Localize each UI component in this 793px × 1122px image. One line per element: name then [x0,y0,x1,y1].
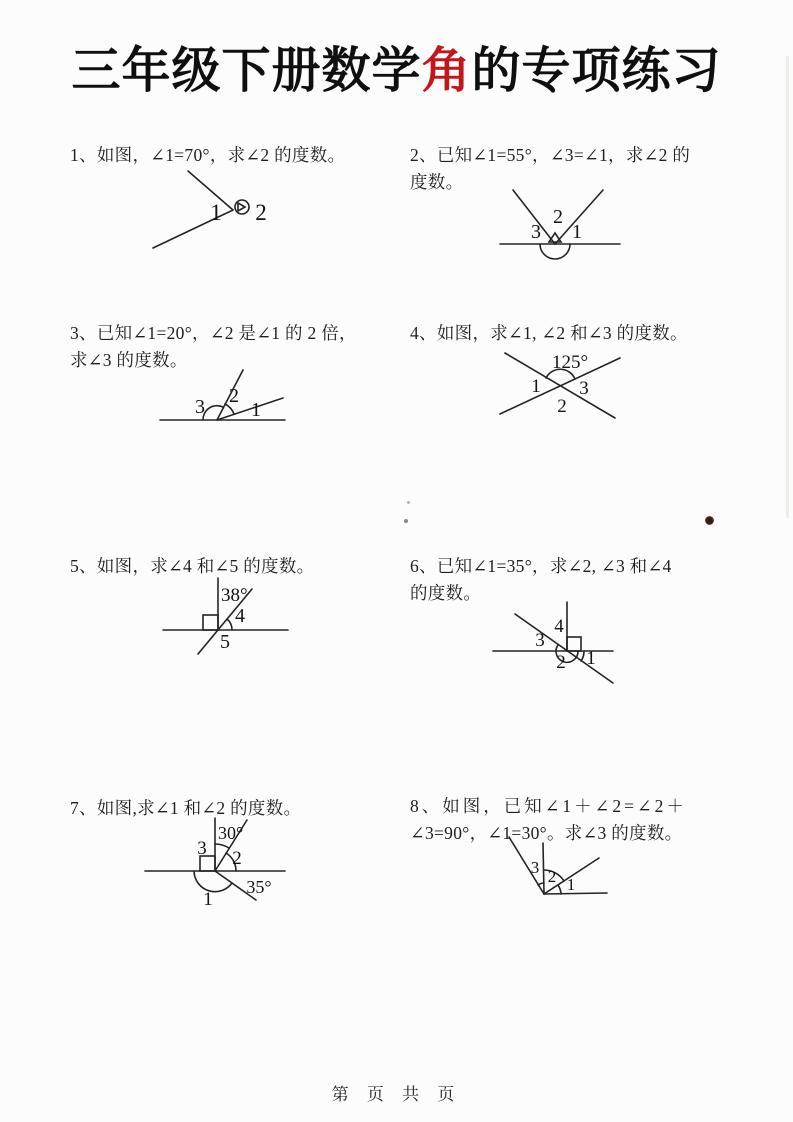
angle-label: 1 [586,648,596,669]
vertex-circle-mark [235,200,249,214]
problem-1-figure [88,163,308,263]
problem-2-figure [455,180,695,260]
problem-6-text: 6、已知∠1=35°，求∠2, ∠3 和∠4 [410,556,672,576]
problem-5-figure [155,575,335,685]
problem-7-figure [140,812,300,917]
page-title-prefix: 三年级下册数学 [71,44,422,98]
angle-label: 3 [535,630,545,651]
problem-2-text: 度数。 [410,172,464,192]
problem-4-figure [480,338,650,433]
problem-6-figure [488,598,648,693]
angle-label: 3 [195,396,205,418]
angle-label: 2 [547,867,557,886]
page-title-accent: 角 [421,44,472,98]
angle-label: 3 [530,858,540,877]
angle-label: 4 [235,605,245,627]
angle-label: 2 [229,385,239,407]
angle-label: 125° [551,352,589,373]
problem-3-text: 3、已知∠1=20°，∠2 是∠1 的 2 倍， [70,323,357,343]
problem-1-text: 1、如图，∠1=70°，求∠2 的度数。 [70,145,346,165]
angle-label: 2 [232,848,242,869]
angle-arc [227,619,232,630]
vertex-triangle-mark [238,203,245,211]
angle-label: 2 [557,396,567,417]
angle-label: 3 [579,378,589,399]
angle-label: 1 [210,200,222,225]
vertical-line [543,843,544,894]
angle-label: 1 [203,889,213,910]
angle-label: 1 [251,399,261,421]
angle-arc [540,244,570,259]
scan-speck [404,519,408,523]
problem-8-figure [495,832,625,904]
right-angle-mark [203,615,218,630]
angle-arc [194,871,232,892]
angle-arc [215,844,229,848]
scan-speck [407,501,410,504]
problem-5-text: 5、如图，求∠4 和∠5 的度数。 [70,556,315,576]
problem-7-text: 7、如图,求∠1 和∠2 的度数。 [70,798,302,818]
problem-6-text: 的度数。 [410,583,482,603]
base-line [544,893,607,894]
angle-label: 1 [566,875,576,894]
angle-label: 38° [221,585,248,606]
angle-label: 5 [220,631,230,653]
problem-8-text: ∠3=90°，∠1=30°。求∠3 的度数。 [410,823,683,843]
problem-4-text: 4、如图，求∠1, ∠2 和∠3 的度数。 [410,323,688,343]
angle-label: 2 [255,200,267,225]
angle-label: 1 [531,376,541,397]
angle-label: 1 [572,221,582,243]
angle-label: 2 [553,206,563,228]
angle-label: 3 [197,838,207,859]
scan-edge-artifact [786,56,789,518]
problem-3-figure [150,362,350,432]
problem-3-text: 求∠3 的度数。 [70,350,188,370]
angle-label: 3 [531,221,541,243]
page-footer: 第 页 共 页 [331,1085,462,1104]
angle-label: 2 [556,652,566,673]
page-title [0,32,793,102]
angle-arc [581,651,584,661]
angle-label: 35° [246,877,272,897]
problem-2-text: 2、已知∠1=55°，∠3=∠1，求∠2 的 [410,145,691,165]
right-angle-mark [567,637,581,651]
angle-arc [558,885,561,894]
problem-8-text: 8、如图，已知∠1＋∠2=∠2＋ [410,796,687,816]
angle-label: 30° [218,823,244,843]
angle-label: 4 [554,616,564,637]
scan-speck [705,516,714,525]
page-title-suffix: 的专项练习 [471,44,722,98]
